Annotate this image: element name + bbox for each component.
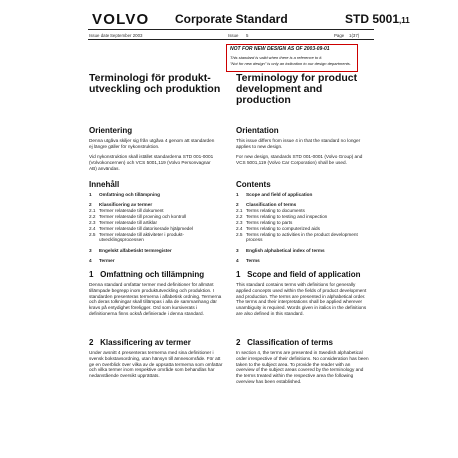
swedish-orientation-heading: Orientering [89,126,133,135]
volvo-logo: VOLVO [92,11,150,28]
toc-text: Termer relaterade till provning och kontroll [99,214,187,219]
notice-line-1: This standard is valid when there is a reference to it. [230,55,323,60]
toc-text: Terms relating to activities in the product development process [246,232,358,242]
standard-number-suffix: ,11 [399,16,410,25]
toc-text: Scope and field of application [246,192,313,197]
english-section1-text: This standard contains terms with definitions for generally applied concepts used within the fields of product development and production. The terms are presented in alphabetical order. The terms and their interpretations shall be applied wherever unambiguity is required. Words given in italics in the definitions are also defined in this standard. [236,282,367,316]
toc-text: Omfattning och tillämpning [99,192,160,197]
english-section1-heading: 1 Scope and field of application [236,270,361,279]
toc-num: 2.4 [236,226,243,231]
issue-date: September 2003 [110,33,143,38]
toc-text: Termer relaterade till datoriserade hjälpmedel [99,226,194,231]
swedish-contents-heading: Innehåll [89,180,120,189]
english-toc-item [236,248,371,255]
english-contents-heading: Contents [236,180,271,189]
notice-title: NOT FOR NEW DESIGN AS OF 2003-09-01 [230,46,330,52]
toc-text: Termer [99,258,115,263]
toc-num: 2.3 [236,220,243,225]
toc-num: 4 [236,258,239,263]
toc-text: Termer relaterade till dokument [99,208,164,213]
toc-text: Terms relating to documents [246,208,305,213]
standard-number [345,12,410,26]
swedish-section2-text: Under avsnitt 4 presenteras termerna med sina definitioner i svensk bokstavsordning, utan hänsyn till ämnesområde. För att ge en överblick över vilka av de uppsatta termerna som omfattar och vilka termer inom respektive område som behandlas har nedanstående översikt upprättats. [89,350,223,379]
toc-num: 2.5 [236,232,243,237]
toc-num: 2.1 [89,208,96,213]
issue-label: Issue [228,33,239,38]
notice-line-2: "Not for new design" is only an indication to our design departments. [230,61,351,66]
english-orientation-heading: Orientation [236,126,279,135]
english-section2-text: In section 4, the terms are presented in Swedish alphabetical order irrespective of their definitions. No consideration has been taken to the subject area. To provide the reader with an overview of the subject areas covered by the terminology and the terms treated within the respective area the following overview has been established. [236,350,369,384]
toc-text: Terms relating to computerized aids [246,226,320,231]
toc-num: 1 [89,192,92,197]
toc-num: 3 [89,248,92,253]
toc-num: 4 [89,258,92,263]
standard-number-main: STD 5001 [345,12,400,26]
toc-text: Terms [246,258,260,263]
issue-number: 5 [246,33,249,38]
swedish-orientation-p1: Denna utgåva skiljer sig från utgåva 4 genom att standarden ej längre gäller för nykonstruktion. [89,138,215,149]
toc-text: Termer relaterade till artiklar [99,220,158,225]
english-toc-item [236,232,371,244]
swedish-section2-heading: 2 Klassificering av termer [89,338,191,347]
english-toc-item [236,192,371,199]
swedish-toc-item [89,248,224,255]
header-rule-bottom [88,39,374,40]
toc-num: 2 [236,202,239,207]
english-orientation-p2: For new design, standards STD 001-0001 (Volvo Group) and VCS 5001,119 (Volvo Car Corporation) shall be used. [236,154,363,165]
swedish-section1-text: Denna standard omfattar termer med definitioner för allmänt tillämpade begrepp inom produktutveckling och produktion. I standarden presenteras termerna i alfabetisk ordning. Termerna och deras tolkningar skall tillämpas i alla de sammanhang där kravs på entydighet föreligger. Ord som kursiverats i definitionerna finns också definierade i denna standard. [89,282,222,316]
english-title: Terminology for product development and production [236,72,358,106]
toc-num: 2.4 [89,226,96,231]
swedish-orientation-p2: Vid nykonstruktion skall istället standarderna STD 001-0001 (Volvokoncernen) och VCS 5001,119 (Volvo Personvagnar AB) användas. [89,154,214,171]
toc-num: 1 [236,192,239,197]
english-section2-heading: 2 Classification of terms [236,338,333,347]
toc-num: 2.1 [236,208,243,213]
english-orientation-p1: This issue differs from issue 4 in that the standard no longer applies to new design. [236,138,361,149]
swedish-section1-heading: 1 Omfattning och tillämpning [89,270,205,279]
toc-text: Classification of terms [246,202,297,207]
swedish-title: Terminologi för produkt-utveckling och produktion [89,72,221,95]
toc-num: 2.3 [89,220,96,225]
toc-text: Klassificering av termer [99,202,153,207]
swedish-toc-item [89,192,224,199]
page-number: 1(37) [349,33,360,38]
issue-date-label: Issue date [89,33,110,38]
swedish-toc-item [89,232,224,244]
toc-num: 2.2 [236,214,243,219]
english-toc-item [236,258,371,265]
toc-text: Termer relaterade till aktiviteter i produkt-utvecklingsprocessen [99,232,184,242]
page-label: Page [334,33,345,38]
not-for-new-design-notice [226,44,358,72]
toc-num: 3 [236,248,239,253]
toc-num: 2 [89,202,92,207]
toc-num: 2.5 [89,232,96,237]
swedish-toc-item [89,258,224,265]
toc-text: Terms relating to parts [246,220,293,225]
header-rule-top [88,29,374,30]
toc-text: Terms relating to testing and inspection [246,214,328,219]
toc-text: Engelskt alfabetiskt termregister [99,248,172,253]
toc-num: 2.2 [89,214,96,219]
toc-text: English alphabetical index of terms [246,248,325,253]
document-type: Corporate Standard [175,12,288,26]
